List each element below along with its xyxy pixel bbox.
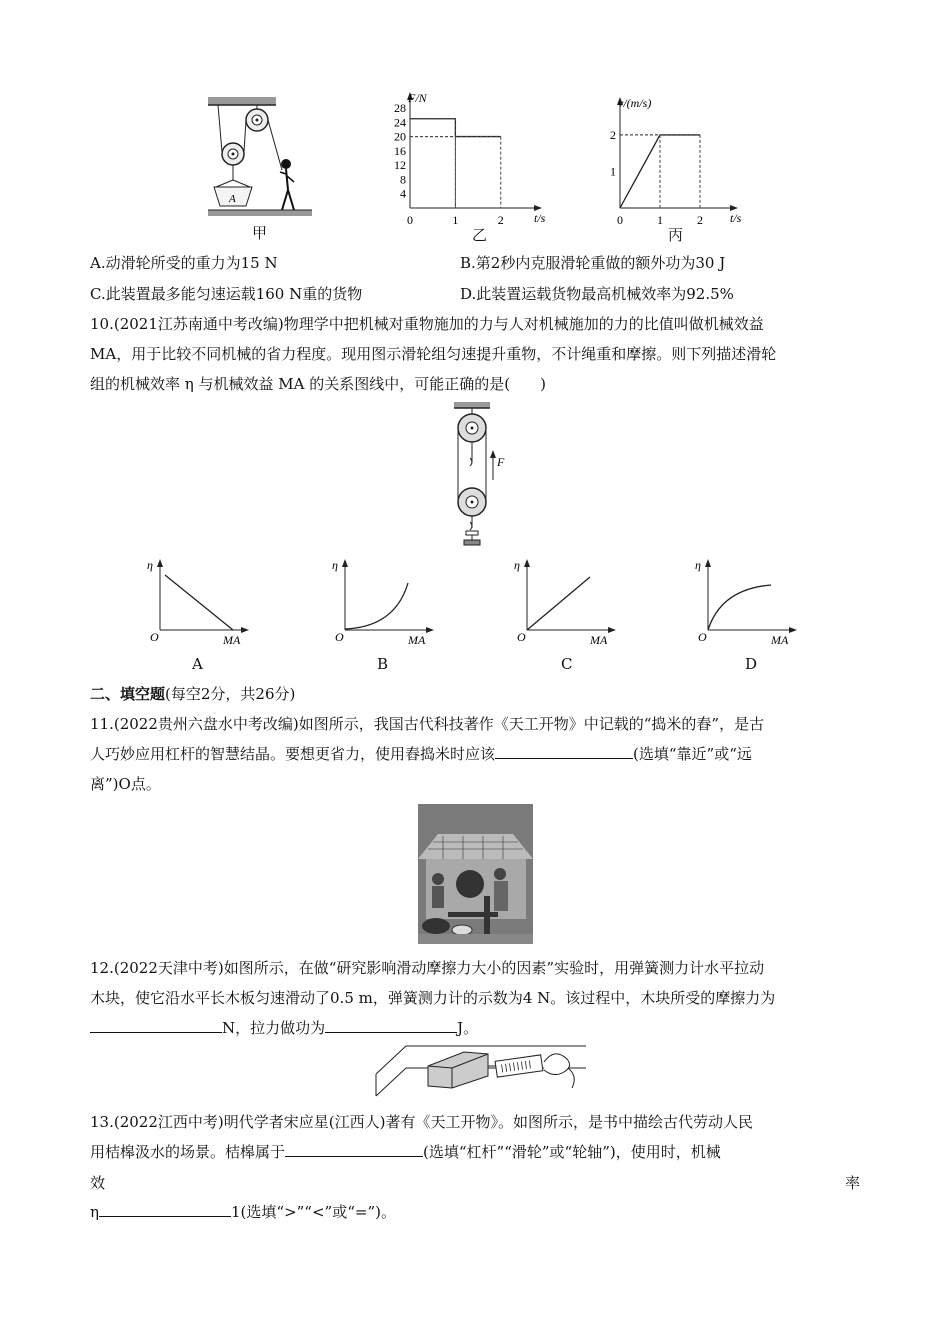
section-2-title: 二、填空题	[90, 685, 166, 703]
origin-label: O	[698, 630, 707, 644]
ma-label: MA	[590, 633, 608, 647]
q11-text-b: (选填“靠近”或“远	[633, 745, 752, 763]
q13-eta: η	[90, 1203, 99, 1221]
figure-block-spring-scale	[372, 1044, 592, 1104]
y-tick-label: 8	[400, 172, 406, 187]
q11-line2	[90, 744, 752, 764]
graph-label-b: B	[377, 655, 389, 673]
q12-line3	[90, 1018, 478, 1038]
ma-label: MA	[408, 633, 426, 647]
q13-efficiency-blank[interactable]	[99, 1202, 231, 1217]
origin-label: O	[150, 630, 159, 644]
y-tick-label: 20	[394, 129, 406, 144]
y-axis-label: v/(m/s)	[618, 96, 652, 110]
q13-line4	[90, 1202, 396, 1222]
origin-label: O	[335, 630, 344, 644]
y-tick-label: 12	[394, 158, 406, 173]
q13-line2	[90, 1142, 721, 1162]
q10-line1: 10.(2021江苏南通中考改编)物理学中把机械对重物施加的力与人对机械施加的力的比值叫做机械效益	[90, 315, 764, 333]
origin-label: O	[517, 630, 526, 644]
q13-line1: 13.(2022江西中考)明代学者宋应星(江西人)著有《天工开物》。如图所示，是书中描绘古代劳动人民	[90, 1113, 753, 1131]
q13-line3	[90, 1172, 860, 1193]
figure-rice-mortar	[418, 804, 533, 944]
x-axis-label: t/s	[534, 211, 546, 225]
q9-option-d: D.此装置运载货物最高机械效率为92.5%	[460, 285, 734, 303]
y-tick-label: 2	[610, 127, 616, 142]
eta-label: η	[514, 558, 520, 572]
ma-label: MA	[771, 633, 789, 647]
ma-label: MA	[223, 633, 241, 647]
chart-force-time	[380, 86, 570, 226]
caption-jia: 甲	[252, 224, 268, 242]
y-tick-label: 16	[394, 143, 406, 158]
caption-yi: 乙	[472, 226, 488, 244]
graph-label-a: A	[192, 655, 203, 673]
q10-line2: MA，用于比较不同机械的省力程度。现用图示滑轮组匀速提升重物，不计绳重和摩擦。则下列描述滑轮	[90, 345, 777, 363]
graph-option-b	[330, 555, 440, 655]
q12-text-a: N，拉力做功为	[222, 1019, 326, 1037]
q13-text-a: 用桔槔汲水的场景。桔槔属于	[90, 1143, 286, 1161]
q13-type-blank[interactable]	[285, 1142, 423, 1157]
q12-friction-blank[interactable]	[90, 1018, 222, 1033]
q11-answer-blank[interactable]	[495, 744, 633, 759]
x-tick-label: 1	[452, 213, 459, 226]
y-tick-label: 28	[394, 101, 406, 115]
q9-option-c: C.此装置最多能匀速运载160 N重的货物	[90, 285, 363, 303]
x-tick-label: 0	[617, 213, 623, 226]
x-axis-label: t/s	[730, 211, 742, 225]
q9-option-a: A.动滑轮所受的重力为15 N	[90, 254, 278, 272]
force-label: F	[497, 455, 505, 469]
caption-bing: 丙	[668, 226, 684, 244]
q10-line3: 组的机械效率 η 与机械效益 MA 的关系图线中，可能正确的是( )	[90, 375, 546, 393]
q12-line1: 12.(2022天津中考)如图所示，在做“研究影响滑动摩擦力大小的因素”实验时，用弹簧测力计水平拉动	[90, 959, 765, 977]
x-tick-label: 2	[497, 213, 504, 226]
section-2-note: (每空2分，共26分)	[165, 685, 296, 703]
eta-label: η	[695, 558, 701, 572]
figure-jia-pulley	[200, 92, 320, 222]
q12-line2: 木块，使它沿水平长木板匀速滑动了0.5 m，弹簧测力计的示数为4 N。该过程中，木块所受的摩擦力为	[90, 989, 776, 1007]
y-tick-label: 4	[400, 186, 406, 201]
figure-pulley-block	[440, 400, 520, 550]
q13-text-right: 率	[844, 1174, 860, 1192]
q11-line1: 11.(2022贵州六盘水中考改编)如图所示，我国古代科技著作《天工开物》中记载的“捣米的舂”，是古	[90, 715, 765, 733]
eta-label: η	[147, 558, 153, 572]
graph-label-c: C	[561, 655, 573, 673]
x-tick-label: 0	[407, 213, 413, 226]
q9-option-b: B.第2秒内克服滑轮重做的额外功为30 J	[460, 254, 726, 272]
y-axis-label: F/N	[408, 91, 427, 105]
graph-option-a	[145, 555, 255, 655]
eta-label: η	[332, 558, 338, 572]
y-tick-label: 1	[610, 164, 616, 179]
y-tick-label: 24	[394, 115, 406, 130]
x-tick-label: 2	[697, 213, 703, 226]
graph-option-c	[512, 555, 622, 655]
q11-line3: 离”)O点。	[90, 775, 161, 793]
chart-velocity-time	[600, 86, 760, 226]
section-2-heading	[90, 684, 295, 704]
q12-work-blank[interactable]	[325, 1018, 457, 1033]
q13-text-b: (选填“杠杆”“滑轮”或“轮轴”)，使用时，机械	[423, 1143, 721, 1161]
q13-text-c: 1(选填“>”“<”或“=”)。	[231, 1203, 396, 1221]
q13-text-left: 效	[90, 1174, 106, 1192]
graph-label-d: D	[745, 655, 758, 673]
x-tick-label: 1	[657, 213, 663, 226]
q12-text-b: J。	[457, 1019, 479, 1037]
q11-text-a: 人巧妙应用杠杆的智慧结晶。要想更省力，使用舂捣米时应该	[90, 745, 496, 763]
graph-option-d	[693, 555, 803, 655]
block-label: A	[229, 193, 236, 205]
